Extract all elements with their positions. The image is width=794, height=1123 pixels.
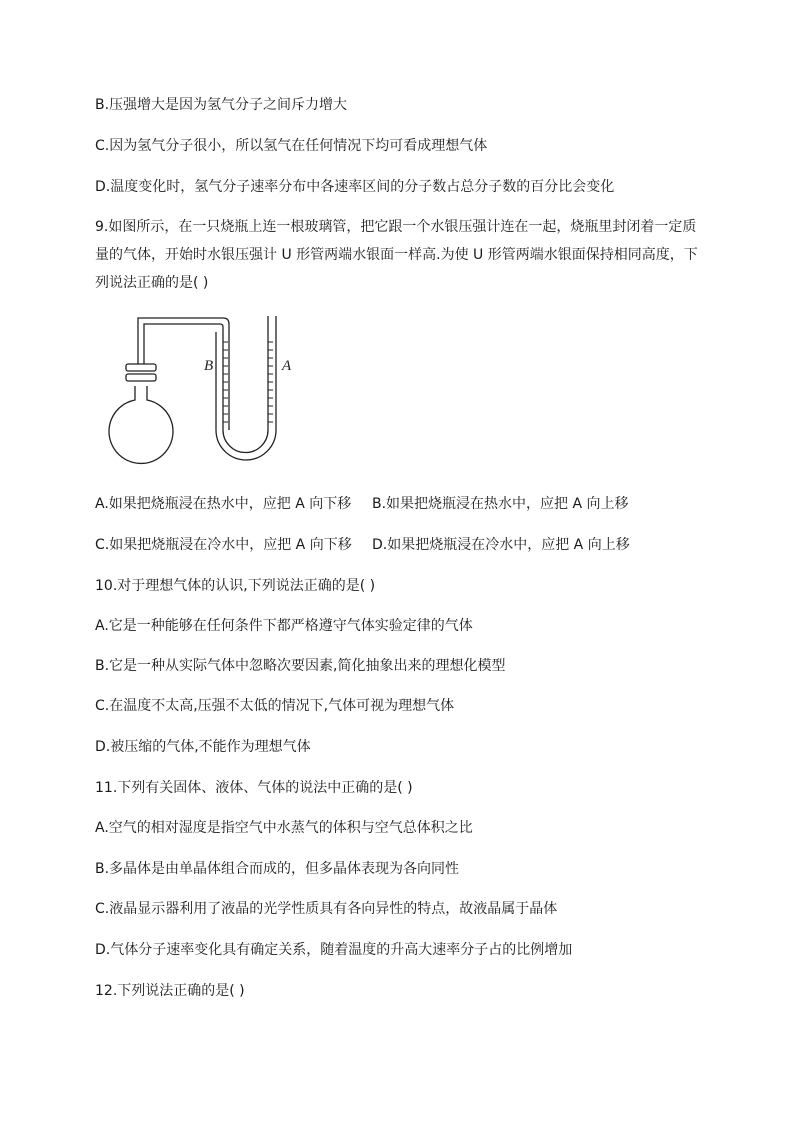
label-a: A xyxy=(282,358,292,374)
q11-option-b: B.多晶体是由单晶体组合而成的，但多晶体表现为各向同性 xyxy=(95,861,460,877)
right-arm-scale xyxy=(268,342,273,422)
q9-stem-line-3: 列说法正确的是( ) xyxy=(95,275,209,291)
flask-outline xyxy=(109,386,173,463)
q11-option-d: D.气体分子速率变化具有确定关系，随着温度的升高大速率分子占的比例增加 xyxy=(95,942,573,958)
q10-option-a: A.它是一种能够在任何条件下都严格遵守气体实验定律的气体 xyxy=(95,618,473,634)
q11-option-a: A.空气的相对湿度是指空气中水蒸气的体积与空气总体积之比 xyxy=(95,820,473,836)
q9-option-c: C.如果把烧瓶浸在冷水中，应把 A 向下移 xyxy=(95,537,352,553)
q8-option-c: C.因为氢气分子很小，所以氢气在任何情况下均可看成理想气体 xyxy=(95,138,488,154)
q10-option-b: B.它是一种从实际气体中忽略次要因素,简化抽象出来的理想化模型 xyxy=(95,658,506,674)
q10-option-d: D.被压缩的气体,不能作为理想气体 xyxy=(95,739,311,755)
stopper-top xyxy=(126,364,156,371)
q8-option-b: B.压强增大是因为氢气分子之间斥力增大 xyxy=(95,97,348,113)
u-tube-inner xyxy=(223,316,268,453)
q9-option-d: D.如果把烧瓶浸在冷水中，应把 A 向上移 xyxy=(372,537,630,553)
q12-stem: 12.下列说法正确的是( ) xyxy=(95,983,245,999)
q9-stem-line-2: 量的气体，开始时水银压强计 U 形管两端水银面一样高.为使 U 形管两端水银面保持相同高度，下 xyxy=(95,247,698,263)
q10-stem: 10.对于理想气体的认识,下列说法正确的是( ) xyxy=(95,578,376,594)
q9-option-b: B.如果把烧瓶浸在热水中，应把 A 向上移 xyxy=(372,496,629,512)
stopper-bottom xyxy=(126,374,156,381)
q10-option-c: C.在温度不太高,压强不太低的情况下,气体可视为理想气体 xyxy=(95,698,455,714)
q11-stem: 11.下列有关固体、液体、气体的说法中正确的是( ) xyxy=(95,780,413,796)
flask-manometer-figure xyxy=(98,312,308,472)
label-b: B xyxy=(204,358,214,374)
q9-option-a: A.如果把烧瓶浸在热水中，应把 A 向下移 xyxy=(95,496,352,512)
q8-option-d: D.温度变化时，氢气分子速率分布中各速率区间的分子数占总分子数的百分比会变化 xyxy=(95,179,615,195)
q11-option-c: C.液晶显示器利用了液晶的光学性质具有各向异性的特点，故液晶属于晶体 xyxy=(95,901,558,917)
left-arm-scale xyxy=(223,342,228,422)
q9-stem-line-1: 9.如图所示，在一只烧瓶上连一根玻璃管，把它跟一个水银压强计连在一起，烧瓶里封闭着一定质 xyxy=(95,219,697,235)
